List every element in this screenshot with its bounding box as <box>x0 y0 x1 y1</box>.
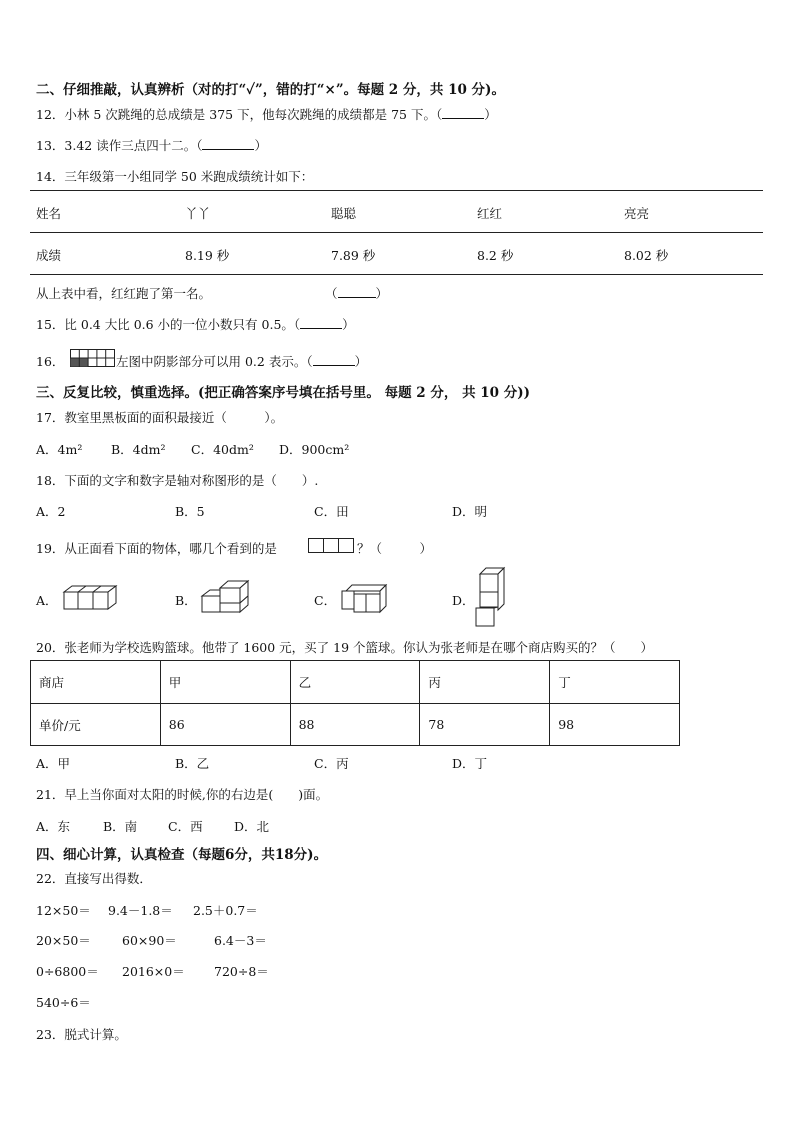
answer-blank-13[interactable] <box>202 138 254 150</box>
question-16-text: 左图中阴影部分可以用 0.2 表示。（ <box>116 354 313 369</box>
question-16-number: 16． <box>36 354 65 369</box>
question-13 <box>36 136 267 154</box>
question-16 <box>116 352 367 370</box>
cube-figure-c <box>340 584 390 614</box>
q20-price-bing: 78 <box>420 704 550 746</box>
table-top-rule <box>30 190 763 191</box>
q14-score-honghong: 8.2 秒 <box>477 248 514 263</box>
question-12-text: 12．小林 5 次跳绳的总成绩是 375 下，他每次跳绳的成绩都是 75 下。（ <box>36 107 443 122</box>
q17-option-a[interactable]: A．4m² <box>36 442 83 457</box>
question-14: 14．三年级第一小组同学 50 米跑成绩统计如下： <box>36 169 314 184</box>
cube-figure-b <box>200 578 252 614</box>
q17-option-d[interactable]: D．900cm² <box>279 442 350 457</box>
close-paren: ） <box>254 138 267 153</box>
q20-header-jia: 甲 <box>160 661 290 704</box>
q20-header-bing: 丙 <box>420 661 550 704</box>
calc-item: 20×50＝ <box>36 933 91 948</box>
question-21: 21．早上当你面对太阳的时候,你的右边是( )面。 <box>36 787 329 802</box>
q18-option-d[interactable]: D．明 <box>452 504 488 519</box>
question-14-statement: 从上表中看，红红跑了第一名。 <box>36 286 212 301</box>
q20-price-ding: 98 <box>550 704 680 746</box>
q20-option-d[interactable]: D．丁 <box>452 756 488 771</box>
front-view-figure <box>308 538 354 553</box>
q14-score-yaya: 8.19 秒 <box>185 248 230 263</box>
calc-item: 2016×0＝ <box>122 964 185 979</box>
q20-option-b[interactable]: B．乙 <box>175 756 210 771</box>
calc-item: 6.4－3＝ <box>214 933 267 948</box>
q14-score-liangliang: 8.02 秒 <box>624 248 669 263</box>
question-23: 23．脱式计算。 <box>36 1027 127 1042</box>
table-bottom-rule <box>30 274 763 275</box>
question-19-text-a: 19．从正面看下面的物体，哪几个看到的是 <box>36 541 277 556</box>
section-4-heading: 四、细心计算，认真检查（每题6分，共18分)。 <box>36 847 328 863</box>
q18-option-a[interactable]: A．2 <box>36 504 66 519</box>
q21-option-b[interactable]: B．南 <box>103 819 138 834</box>
q17-option-c[interactable]: C．40dm² <box>191 442 254 457</box>
q20-option-c[interactable]: C．丙 <box>314 756 349 771</box>
q19-option-b[interactable]: B． <box>175 593 197 608</box>
section-3-heading: 三、反复比较，慎重选择。(把正确答案序号填在括号里。 每题 2 分， 共 10 分)) <box>36 385 531 401</box>
q14-header-honghong: 红红 <box>477 206 503 221</box>
cube-figure-d <box>474 566 508 628</box>
q20-option-a[interactable]: A．甲 <box>36 756 71 771</box>
q14-score-congcong: 7.89 秒 <box>331 248 376 263</box>
q14-header-name: 姓名 <box>36 206 62 221</box>
q20-header-shop: 商店 <box>31 661 161 704</box>
q18-option-b[interactable]: B．5 <box>175 504 205 519</box>
answer-blank-15[interactable] <box>300 317 342 329</box>
calc-item: 0÷6800＝ <box>36 964 99 979</box>
q19-option-d[interactable]: D． <box>452 593 475 608</box>
q14-row-label: 成绩 <box>36 248 62 263</box>
q21-option-a[interactable]: A．东 <box>36 819 71 834</box>
q19-option-a[interactable]: A． <box>36 593 58 608</box>
question-19-text-b: ？（ ） <box>357 541 433 556</box>
q14-header-congcong: 聪聪 <box>331 206 357 221</box>
calc-item: 9.4－1.8＝ <box>108 903 173 918</box>
section-2-heading: 二、仔细推敲，认真辨析（对的打“✓”，错的打“×”。每题 2 分，共 10 分)。 <box>36 82 505 98</box>
q20-header-ding: 丁 <box>550 661 680 704</box>
q21-option-c[interactable]: C．西 <box>168 819 203 834</box>
calc-item: 2.5＋0.7＝ <box>193 903 258 918</box>
q19-option-c[interactable]: C． <box>314 593 337 608</box>
q20-row-label: 单价/元 <box>31 704 161 746</box>
q20-price-jia: 86 <box>160 704 290 746</box>
question-20: 20．张老师为学校选购篮球。他带了 1600 元，买了 19 个篮球。你认为张老师是在哪个商店购买的？（ ） <box>36 640 654 655</box>
answer-blank-12[interactable] <box>442 107 484 119</box>
q21-option-d[interactable]: D．北 <box>234 819 270 834</box>
close-paren: ） <box>354 354 368 369</box>
calc-item: 540÷6＝ <box>36 995 91 1010</box>
close-paren: ） <box>342 317 355 332</box>
q18-option-c[interactable]: C．田 <box>314 504 349 519</box>
question-12 <box>36 105 497 123</box>
question-18: 18．下面的文字和数字是轴对称图形的是（ ）. <box>36 473 319 488</box>
shaded-grid-figure <box>70 349 115 367</box>
answer-blank-16[interactable] <box>313 354 355 366</box>
q17-option-b[interactable]: B．4dm² <box>111 442 166 457</box>
q20-price-table <box>30 660 680 746</box>
calc-item: 60×90＝ <box>122 933 177 948</box>
question-17: 17．教室里黑板面的面积最接近（ ）。 <box>36 410 284 425</box>
calc-item: 12×50＝ <box>36 903 91 918</box>
question-15-text: 15．比 0.4 大比 0.6 小的一位小数只有 0.5。（ <box>36 317 301 332</box>
question-22: 22．直接写出得数． <box>36 871 152 886</box>
answer-paren-14[interactable]: （ ） <box>325 286 389 301</box>
cube-figure-a <box>62 584 120 612</box>
table-mid-rule <box>30 232 763 233</box>
calc-item: 720÷8＝ <box>214 964 269 979</box>
close-paren: ） <box>484 107 497 122</box>
q20-header-yi: 乙 <box>290 661 420 704</box>
q20-price-yi: 88 <box>290 704 420 746</box>
q14-header-liangliang: 亮亮 <box>624 206 650 221</box>
question-15 <box>36 315 355 333</box>
q14-header-yaya: 丫丫 <box>185 206 211 221</box>
question-13-text: 13．3.42 读作三点四十二。（ <box>36 138 203 153</box>
